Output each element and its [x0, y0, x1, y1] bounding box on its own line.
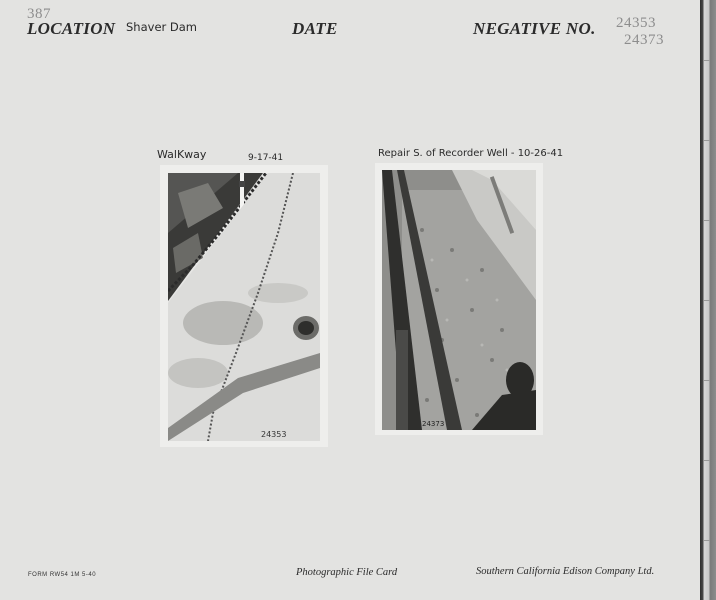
negative-mark: 24373 — [422, 420, 445, 428]
repair-photo — [382, 170, 536, 430]
walkway-photo-image — [168, 173, 320, 441]
photo-caption: WalKway — [157, 148, 207, 161]
form-number: FORM RW54 1M 5-40 — [28, 572, 97, 578]
card-number-stamp: 387 — [27, 6, 51, 22]
repair-photo-image — [382, 170, 536, 430]
date-label: DATE — [292, 19, 338, 38]
negative-number-2: 24373 — [624, 32, 664, 48]
walkway-photo — [168, 173, 320, 441]
negative-number-1: 24353 — [616, 15, 656, 31]
card-title: Photographic File Card — [296, 567, 398, 578]
photo-caption: Repair S. of Recorder Well - 10-26-41 — [378, 148, 564, 159]
location-value: Shaver Dam — [126, 20, 198, 34]
photo-date: 9-17-41 — [248, 153, 284, 163]
negative-label: NEGATIVE NO. — [473, 19, 596, 38]
card-edge — [700, 0, 716, 600]
location-label: LOCATION — [27, 19, 116, 38]
negative-mark: 24353 — [261, 430, 287, 439]
company-name: Southern California Edison Company Ltd. — [476, 566, 655, 577]
